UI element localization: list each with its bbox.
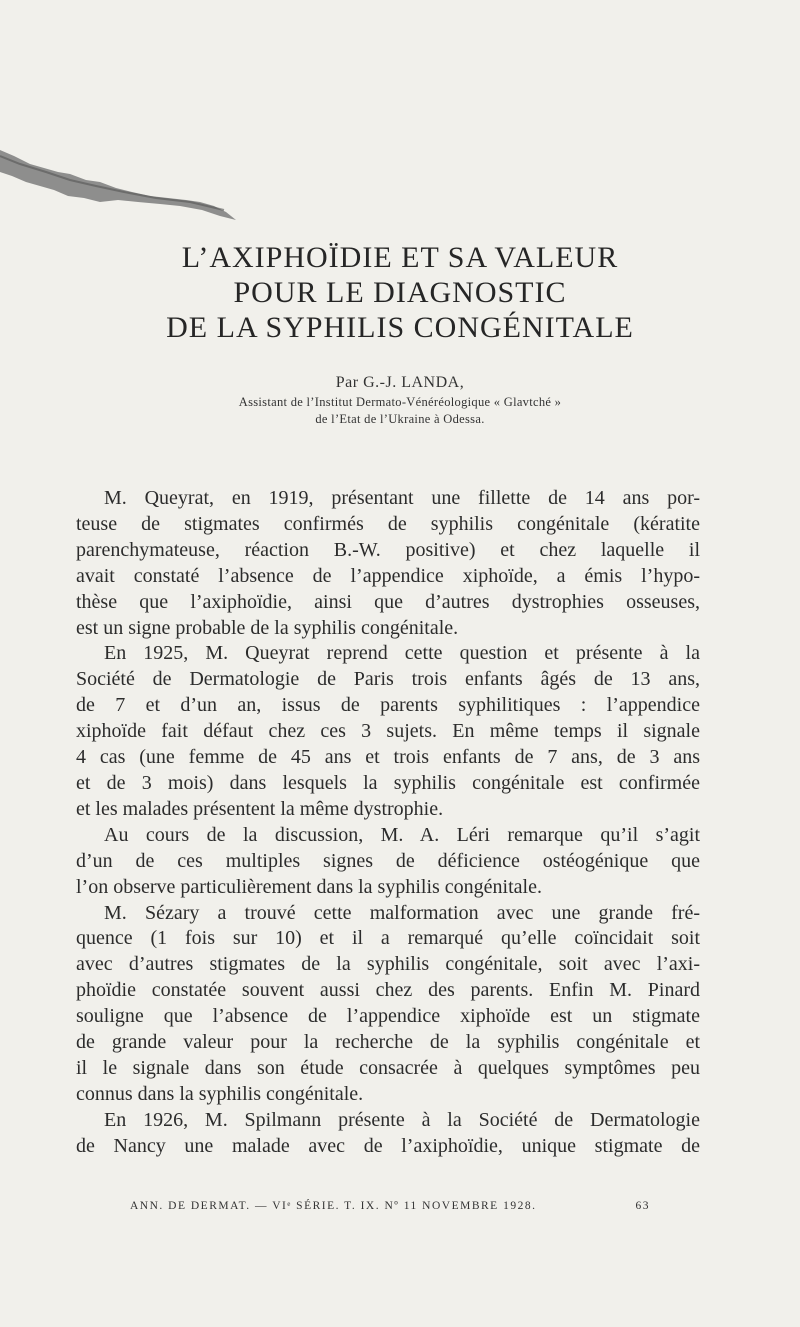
text-line: de grande valeur pour la recherche de la syphilis congénitale et [76, 1031, 700, 1054]
author-block [0, 372, 800, 428]
paragraph [76, 486, 700, 641]
text-line: teuse de stigmates confirmés de syphilis congénitale (kératite [76, 512, 700, 535]
torn-paper-fragment [0, 142, 240, 222]
text-line: xiphoïde fait défaut chez ces 3 sujets. En même temps il signale [76, 720, 700, 743]
text-line: d’un de ces multiples signes de déficience ostéogénique que [76, 849, 700, 872]
text-line: et de 3 mois) dans lesquels la syphilis congénitale est confirmée [76, 771, 700, 794]
author-affiliation-line-2: de l’Etat de l’Ukraine à Odessa. [315, 412, 485, 426]
text-line: avait constaté l’absence de l’appendice xiphoïde, a émis l’hypo- [76, 564, 700, 587]
article-body [76, 486, 700, 1160]
text-line: de 7 et d’un an, issus de parents syphilitiques : l’appendice [76, 694, 700, 717]
page-footer [130, 1200, 650, 1212]
paragraph [76, 901, 700, 1108]
article-title [0, 240, 800, 345]
text-line: En 1925, M. Queyrat reprend cette question et présente à la [104, 642, 700, 665]
title-line-3: DE LA SYPHILIS CONGÉNITALE [166, 311, 634, 344]
paragraph [76, 823, 700, 901]
text-line: souligne que l’absence de l’appendice xiphoïde est un stigmate [76, 1005, 700, 1028]
text-line: de Nancy une malade avec de l’axiphoïdie, unique stigmate de [76, 1134, 700, 1157]
title-line-2: POUR LE DIAGNOSTIC [233, 276, 567, 309]
text-line: Au cours de la discussion, M. A. Léri remarque qu’il s’agit [104, 823, 700, 846]
title-line-1: L’AXIPHOÏDIE ET SA VALEUR [181, 241, 619, 274]
author-affiliation-line-1: Assistant de l’Institut Dermato-Vénéréologique « Glavtché » [238, 395, 562, 409]
text-line: parenchymateuse, réaction B.-W. positive) et chez laquelle il [76, 538, 700, 561]
page-number: 63 [635, 1200, 650, 1212]
paragraph [76, 1108, 700, 1160]
text-line: est un signe probable de la syphilis congénitale. [76, 616, 459, 639]
text-line: connus dans la syphilis congénitale. [76, 1082, 364, 1105]
text-line: M. Sézary a trouvé cette malformation avec une grande fré- [104, 901, 700, 924]
text-line: phoïdie constatée souvent aussi chez des parents. Enfin M. Pinard [76, 979, 700, 1002]
author-name: Par G.-J. LANDA, [335, 374, 465, 391]
text-line: En 1926, M. Spilmann présente à la Société de Dermatologie [104, 1108, 700, 1131]
text-line: avec d’autres stigmates de la syphilis congénitale, soit avec l’axi- [76, 953, 700, 976]
text-line: et les malades présentent la même dystrophie. [76, 797, 444, 820]
text-line: Société de Dermatologie de Paris trois enfants âgés de 13 ans, [76, 668, 700, 691]
paragraph [76, 641, 700, 822]
text-line: quence (1 fois sur 10) et il a remarqué qu’elle coïncidait soit [76, 927, 700, 950]
text-line: M. Queyrat, en 1919, présentant une fillette de 14 ans por- [104, 487, 700, 509]
footer-journal-citation: ANN. DE DERMAT. — VIᵉ SÉRIE. T. IX. Nº 11 NOVEMBRE 1928. [130, 1200, 537, 1212]
text-line: 4 cas (une femme de 45 ans et trois enfants de 7 ans, de 3 ans [76, 746, 700, 769]
text-line: l’on observe particulièrement dans la syphilis congénitale. [76, 875, 542, 898]
text-line: thèse que l’axiphoïdie, ainsi que d’autres dystrophies osseuses, [76, 590, 700, 613]
text-line: il le signale dans son étude consacrée à quelques symptômes peu [76, 1056, 700, 1079]
